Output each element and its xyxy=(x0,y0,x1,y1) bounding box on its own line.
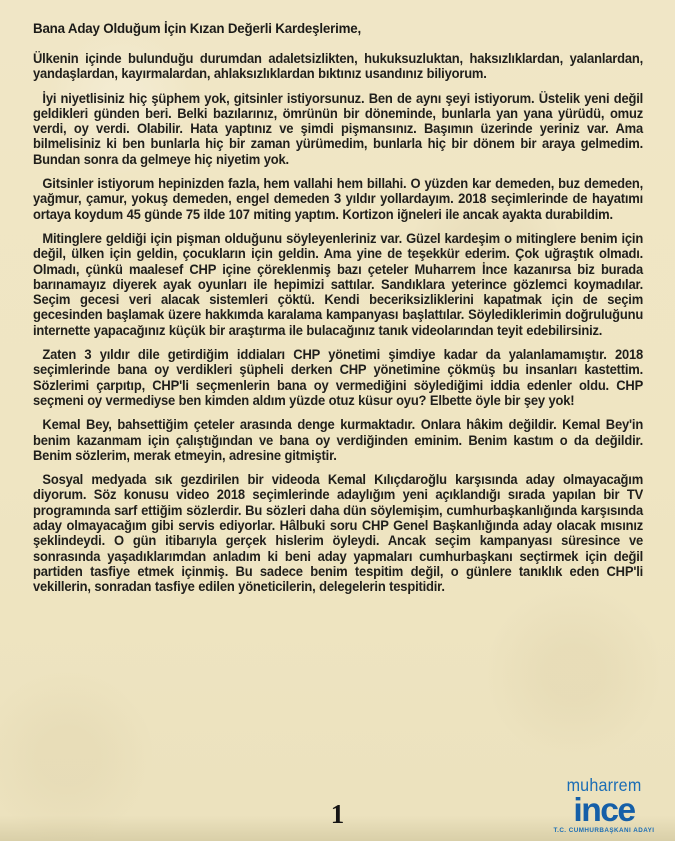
letter-paragraph: Ülkenin içinde bulunduğu durumdan adaletsizlikten, hukuksuzluktan, haksızlıklardan, yalanlardan, yandaşlardan, kayırmalardan, ahlaksızlıklardan bıktınız usandınız biliyorum. xyxy=(33,51,644,82)
campaign-logo xyxy=(548,777,660,834)
letter-paragraph: Kemal Bey, bahsettiğim çeteler arasında denge kurmaktadır. Onlara hâkim değildir. Kemal Bey'in benim kazanmam için çalıştığından ve bana oy verdiğinden eminim. Benim kastım o da değildir. Benim sözlerim, merak etmeyin, adresine gitmiştir. xyxy=(33,417,644,463)
logo-last-name: ince xyxy=(573,790,635,828)
letter-paragraph: Mitinglere geldiği için pişman olduğunu söyleyenleriniz var. Güzel kardeşim o mitinglere benim için değil, ülken için geldin, çocukların için geldin. Ama yine de teşekkür ederim. Çok uğraştık olmadı. Olmadı, çünkü maalesef CHP içine çöreklenmiş bazı çeteler Muharrem İnce kazanırsa biz burada barınamayız diyerek ayak oyunları ile hepimizi sattılar. Sandıklara yeterince gözlemci koymadılar. Seçim gecesi veri alacak sistemleri çöktü. Kendi beceriksizliklerini kapatmak için de seçim gecesinden başlamak üzere hakkımda karalama kampanyası başlattılar. Söylediklerimin doğruluğunu internette yapacağınız küçük bir araştırma ile bulacağınız tanık videolarından teyit edebilirsiniz. xyxy=(33,230,644,338)
letter-paragraph: Sosyal medyada sık gezdirilen bir videoda Kemal Kılıçdaroğlu karşısında aday olmayacağım diyorum. Söz konusu video 2018 seçimlerinde adaylığım yeni açıklandığı sırada yapılan bir TV programında sarf ettiğim sözlerdir. Bu sözleri daha dün söylemişim, cumhurbaşkanlığında karşısında aday olmayacağım gibi servis ediyorlar. Hâlbuki soru CHP Genel Başkanlığında aday olacak mısınız şeklindeydi. O gün itibarıyla gerçek hislerim öyleydi. Ancak seçim kampanyası süresince ve sonrasında yaşadıklarımdan anladım ki beni aday yapmaları cumhurbaşkanı seçtirmek için değil partiden tasfiye etmek içinmiş. Bu sadece benim tespitim değil, o günlere tanıklık eden CHP'li vekillerin, sonradan tasfiye edilen yöneticilerin, delegelerin tespitidir. xyxy=(33,472,644,595)
logo-subtitle: T.C. CUMHURBAŞKANI ADAYI xyxy=(553,826,655,834)
letter-salutation: Bana Aday Olduğum İçin Kızan Değerli Kardeşlerime, xyxy=(33,21,362,37)
letter-text-block xyxy=(33,21,643,595)
letter-content xyxy=(33,21,643,604)
letter-paragraph: Zaten 3 yıldır dile getirdiğim iddiaları CHP yönetimi şimdiye kadar da yalanlamamıştır. 2018 seçimlerinde bana oy verdikleri şüpheli derken CHP yönetimine çökmüş bu insanları kastettim. Sözlerimi çarpıtıp, CHP'li seçmenlerin bana oy vermediğini söylediğimi iddia edenler oldu. CHP seçmeni oy vermediyse ben kimden aldım yüzde otuz küsur oyu? Elbette öyle bir şey yok! xyxy=(33,347,644,408)
logo-first-name: muharrem xyxy=(566,775,642,796)
letter-paragraph: Gitsinler istiyorum hepinizden fazla, hem vallahi hem billahi. O yüzden kar demeden, buz demeden, yağmur, çamur, yokuş demeden, engel demeden 3 yıldır yollardayım. 2018 seçimlerinde de hayatımı ortaya koydum 45 günde 75 ilde 107 miting yaptım. Kortizon iğneleri ile ancak ayakta durabildim. xyxy=(33,176,644,222)
page-number: 1 xyxy=(330,799,345,829)
letter-paragraph: İyi niyetlisiniz hiç şüphem yok, gitsinler istiyorsunuz. Ben de aynı şeyi istiyorum. Üstelik yeni değil geldikleri günden beri. Belki bazılarınız, ömrünün bir döneminde, bunlarla yan yana yürüdü, omuz verdi, oy verdi. Olabilir. Hata yaptınız ve şimdi pişmansınız. Başımın üzerinde yeriniz var. Ama bilmelisiniz ki ben bunlarla hiç bir zaman yürümedim, bunlarla hiç bir dönem bir araya gelmedim. Bundan sonra da gelmeye hiç niyetim yok. xyxy=(33,90,644,167)
